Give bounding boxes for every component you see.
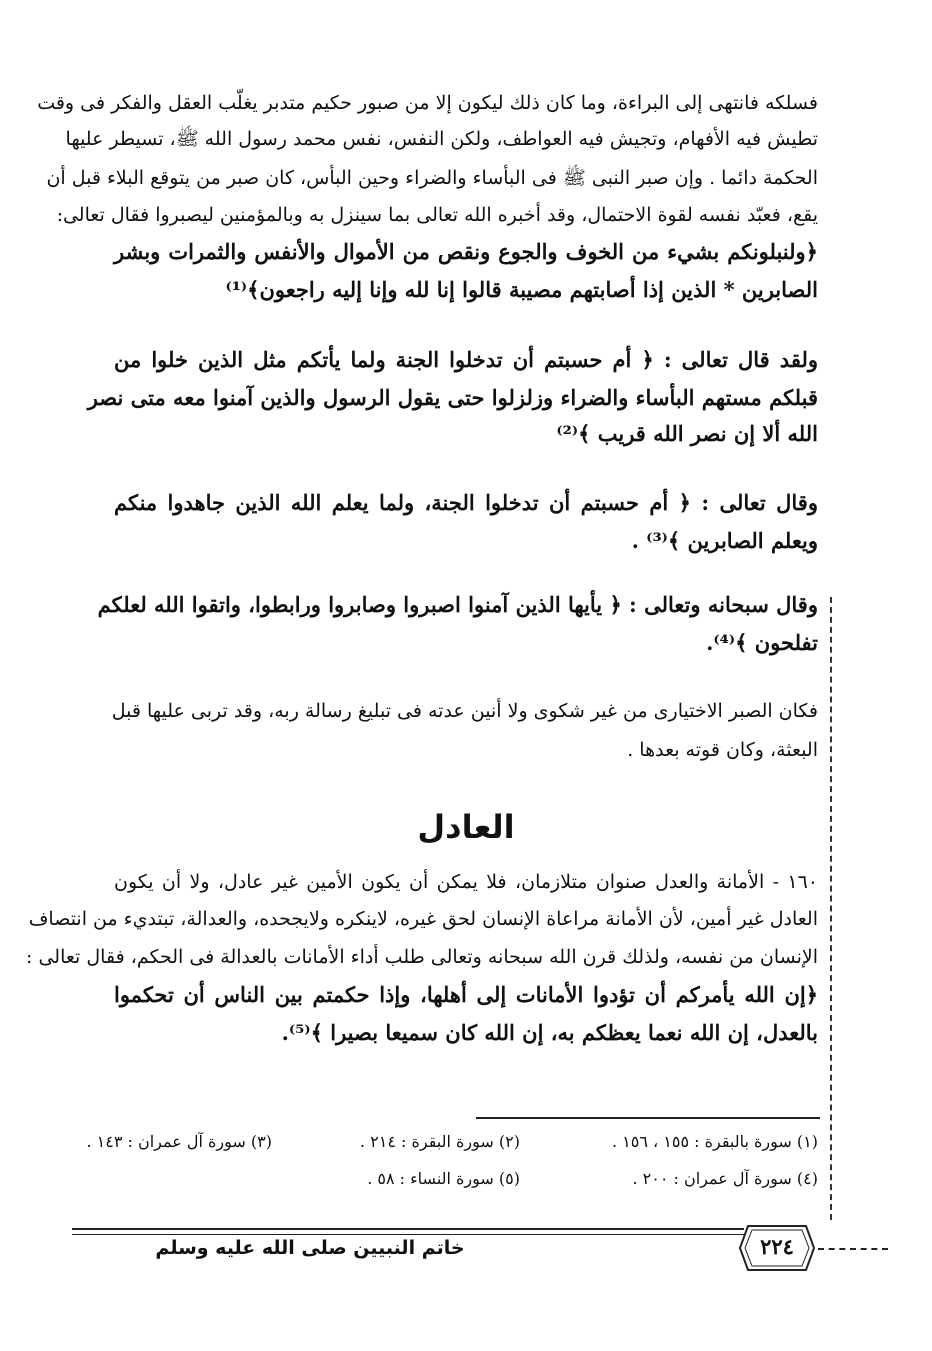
quran-verse-line: الصابرين * الذين إذا أصابتهم مصيبة قالوا إنا لله وإنا إليه راجعون﴾⁽¹⁾ xyxy=(225,277,818,302)
quran-verse-line: وقال سبحانه وتعالى : ﴿ يأيها الذين آمنوا اصبروا وصابروا ورابطوا، واتقوا الله لعلكم xyxy=(97,592,818,617)
footnote: (٥) سورة النساء : ٥٨ . xyxy=(367,1169,520,1188)
footnote-divider xyxy=(476,1117,820,1119)
paragraph-line: العادل غير أمين، لأن الأمانة مراعاة الإنسان لحق غيره، لاينكره ولايجحده، والعدالة، تبتديء من انتصاف xyxy=(28,908,818,930)
paragraph-line: ١٦٠ - الأمانة والعدل صنوان متلازمان، فلا يمكن أن يكون الأمين غير عادل، ولا أن يكون xyxy=(114,871,818,893)
quran-verse-line: ﴿ولنبلونكم بشيء من الخوف والجوع ونقص من الأموال والأنفس والثمرات وبشر xyxy=(114,239,818,264)
paragraph-line: فسلكه فانتهى إلى البراءة، وما كان ذلك ليكون إلا من صبور حكيم متدبر يغلّب العقل والفكر فى وقت xyxy=(37,92,818,114)
footnote: (٣) سورة آل عمران : ١٤٣ . xyxy=(86,1132,272,1151)
side-border xyxy=(830,597,832,1220)
quran-verse-line: بالعدل، إن الله نعما يعظكم به، إن الله كان سميعا بصيرا ﴾⁽⁵⁾. xyxy=(281,1020,818,1045)
paragraph-line: فكان الصبر الاختيارى من غير شكوى ولا أنين عدته فى تبليغ رسالة ربه، وقد تربى عليها قبل xyxy=(111,700,818,722)
footer-rule xyxy=(72,1228,744,1235)
quran-verse-line: ويعلم الصابرين ﴾⁽³⁾ . xyxy=(631,528,818,553)
paragraph-line: البعثة، وكان قوته بعدها . xyxy=(627,739,818,761)
footnote: (٤) سورة آل عمران : ٢٠٠ . xyxy=(632,1169,818,1188)
footnote: (٢) سورة البقرة : ٢١٤ . xyxy=(359,1132,520,1151)
paragraph-line: الإنسان من نفسه، ولذلك قرن الله سبحانه وتعالى طلب أداء الأمانات بالعدالة فى الحكم، فقال تعالى : xyxy=(26,946,818,968)
paragraph-line: تطيش فيه الأفهام، وتجيش فيه العواطف، ولكن النفس، نفس محمد رسول الله ﷺ، تسيطر عليها xyxy=(65,128,818,150)
quran-verse-line: تفلحون ﴾⁽⁴⁾. xyxy=(706,630,818,655)
paragraph-line: الحكمة دائما . وإن صبر النبى ﷺ فى البأساء والضراء وحين البأس، كان صبر من يتوقع البلاء قبل أن xyxy=(46,167,818,189)
footnote: (١) سورة بالبقرة : ١٥٥ ، ١٥٦ . xyxy=(611,1132,818,1151)
quran-verse-line: ولقد قال تعالى : ﴿ أم حسبتم أن تدخلوا الجنة ولما يأتكم مثل الذين خلوا من xyxy=(114,347,818,372)
paragraph-line: يقع، فعبّد نفسه لقوة الاحتمال، وقد أخبره الله تعالى بما سينزل به وبالمؤمنين ليصبروا فقال تعالى: xyxy=(56,204,818,226)
running-footer-title: خاتم النبيين صلى الله عليه وسلم xyxy=(155,1237,465,1259)
quran-verse-line: قبلكم مستهم البأساء والضراء وزلزلوا حتى يقول الرسول والذين آمنوا معه متى نصر xyxy=(87,385,818,410)
footer-rule-dashed xyxy=(818,1248,888,1250)
page-number: ٢٢٤ xyxy=(760,1234,794,1259)
section-heading: العادل xyxy=(417,808,515,846)
quran-verse-line: ﴿إن الله يأمركم أن تؤدوا الأمانات إلى أهلها، وإذا حكمتم بين الناس أن تحكموا xyxy=(114,982,818,1007)
quran-verse-line: وقال تعالى : ﴿ أم حسبتم أن تدخلوا الجنة، ولما يعلم الله الذين جاهدوا منكم xyxy=(114,490,818,515)
quran-verse-line: الله ألا إن نصر الله قريب ﴾⁽²⁾ xyxy=(556,421,818,446)
